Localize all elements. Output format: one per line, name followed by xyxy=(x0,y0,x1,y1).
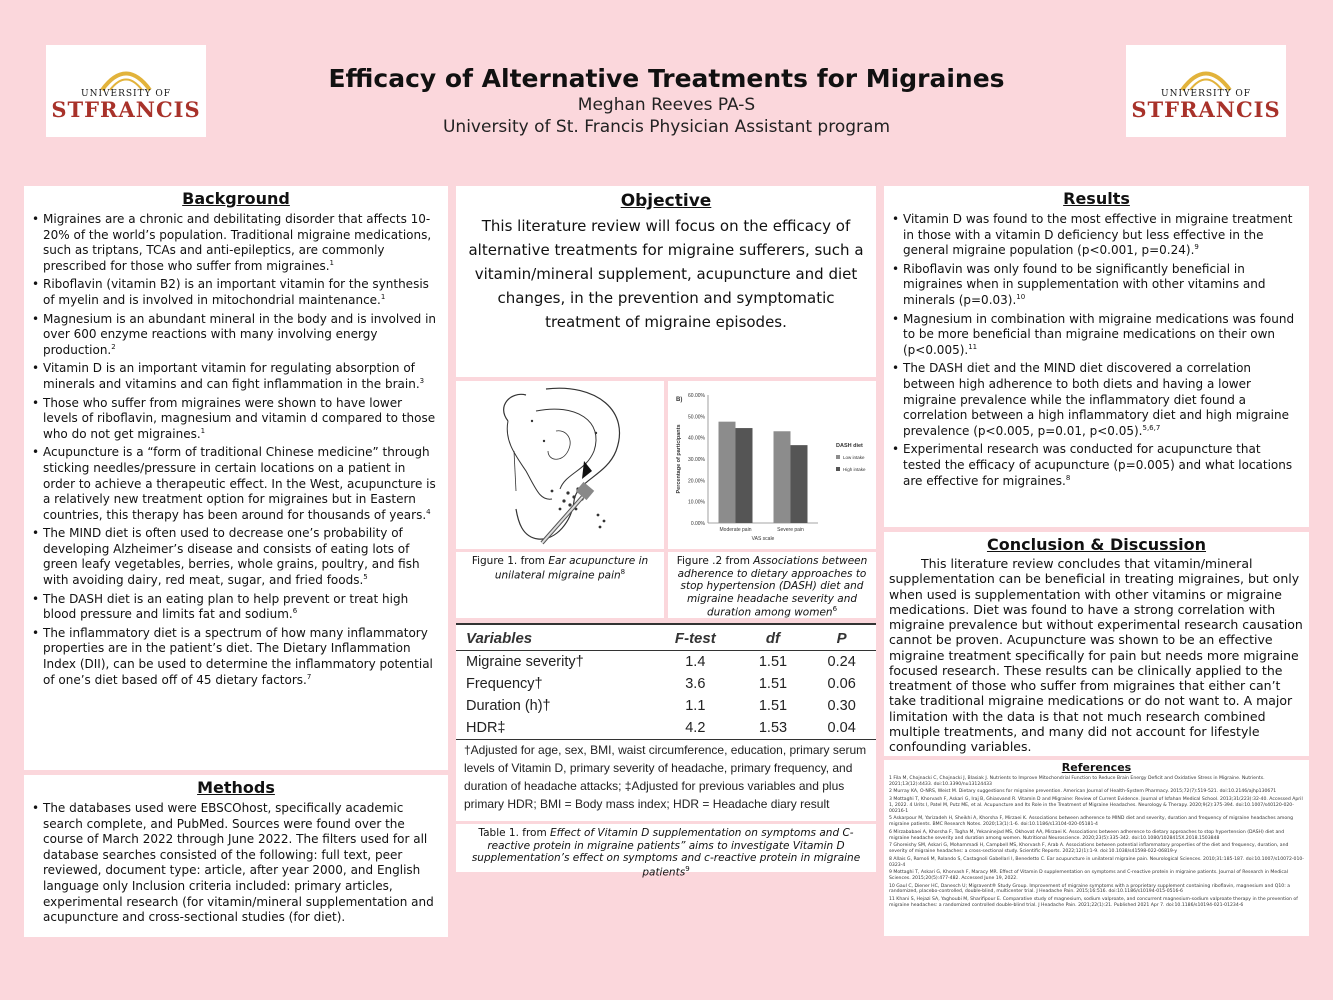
reference-item: 10 Gaul C, Diener HC, Danesch U; Migravent® Study Group. Improvement of migraine symptoms with a proprietary supplement containing riboflavin, magnesium and Q10: a randomized, placebo-controlled, double-blind, multicenter trial. J Headache Pain. 2015;16:516. doi:10.1186/s10194-015-0516-6 xyxy=(889,883,1291,895)
list-item-text: Vitamin D is an important vitamin for regulating absorption of minerals and vitamins and can fight inflammation in the brain. xyxy=(43,361,420,391)
list-item xyxy=(32,592,440,623)
caption-ref: 8 xyxy=(620,567,626,576)
table-cell: 1.51 xyxy=(758,676,788,692)
caption-title: Associations between adherence to dietary approaches to stop hypertension (DASH) diet and migraine headache severity and duration among women xyxy=(677,555,868,619)
list-item-text: The DASH diet is an eating plan to help prevent or treat high blood pressure and limits fat and sodium. xyxy=(43,591,409,622)
list-item-text: Those who suffer from migraines were shown to have lower levels of riboflavin, magnesium and vitamin d compared to those who do not get migraines. xyxy=(43,395,436,441)
list-item-text: Magnesium in combination with migraine medications was found to be more beneficial than migraine medications on their own (p<0.005). xyxy=(903,311,1295,357)
reference-item: 9 Mottaghi T, Askari G, Khorvash F, Maracy MR. Effect of Vitamin D supplementation on symptoms and C-reactive protein in migraine patients. Journal of Research in Medical Sciences. 2015;20(5):477-482. Accessed June 19, 2022. xyxy=(889,870,1289,882)
table-row xyxy=(456,717,876,740)
table-1-caption xyxy=(456,824,876,879)
chart-bar xyxy=(719,422,736,523)
figure-2-caption xyxy=(668,552,876,618)
table-header-cell: Variables xyxy=(456,624,652,651)
conclusion-panel xyxy=(884,532,1309,756)
caption-title: Ear acupuncture in unilateral migraine pain xyxy=(494,555,649,582)
table-cell: Migraine severity† xyxy=(466,654,584,670)
reference-item: 2 Murray KA, O-NRS, Weist M. Dietary suggestions for migraine prevention. American Journal of Health-System Pharmacy. 2015;72(7):519-521. doi:10.2146/ajhp130671 xyxy=(889,789,1277,795)
logo-st-francis: STFRANCIS xyxy=(51,96,201,122)
table-row xyxy=(456,695,876,717)
vitamin-d-table xyxy=(456,623,876,740)
citation-ref: 5,6,7 xyxy=(1142,423,1161,432)
caption-prefix: Figure .2 from xyxy=(676,555,754,567)
list-item xyxy=(32,361,440,392)
methods-list xyxy=(24,797,448,926)
chart-bar xyxy=(791,445,808,523)
poster-program: University of St. Francis Physician Assistant program xyxy=(442,117,890,138)
list-item-text: Experimental research was conducted for acupuncture that tested the efficacy of acupuncture (p=0.005) and what locations are effective for migraines. xyxy=(903,442,1293,488)
background-list xyxy=(24,208,448,688)
methods-title: Methods xyxy=(197,778,275,797)
results-list xyxy=(884,208,1309,489)
y-tick-label: 40.00% xyxy=(688,435,705,442)
citation-ref: 11 xyxy=(968,342,978,351)
list-item xyxy=(32,312,440,359)
conclusion-title: Conclusion & Discussion xyxy=(986,535,1207,554)
ear-acupuncture-illustration xyxy=(456,381,664,549)
reference-item: 1 Fila M, Chojnacki C, Chojnacki J, Blasiak J. Nutrients to Improve Mitochondrial Function to Reduce Brain Energy Deficit and Oxidative Stress in Migraine. Nutrients. 2021;13(12):4433. doi:10.3390/nu13124433 xyxy=(889,776,1265,787)
table-cell: 0.30 xyxy=(827,698,856,714)
table-1-panel xyxy=(456,623,876,821)
poster-title: Efficacy of Alternative Treatments for Migraines xyxy=(328,64,1005,93)
y-tick-label: 50.00% xyxy=(688,414,705,421)
dash-diet-chart xyxy=(668,381,876,549)
table-header-cell: F-test xyxy=(652,624,739,651)
caption-title: Effect of Vitamin D supplementation on symptoms and C-reactive protein in migraine patients” aims to investigate Vitamin D supplementation’s effect on symptoms and c-reactive protein in migraine patients xyxy=(471,827,861,879)
list-item-text: Riboflavin (vitamin B2) is an important vitamin for the synthesis of myelin and is involved in mitochondrial maintenance. xyxy=(43,277,429,307)
objective-panel xyxy=(456,186,876,377)
citation-ref: 4 xyxy=(426,507,431,516)
reference-item: 11 Khani S, Hejazi SA, Yaghoubi M, Sharifipour E. Comparative study of magnesium, sodium valproate, and concurrent magnesium-sodium valproate therapy in the prevention of migraine headaches: a randomized controlled double-blind trial. J Headache Pain. 2021;22(1):21. Published 2021 Apr 7. doi:10.1186/s10194-021-01234-6 xyxy=(889,897,1298,908)
background-panel xyxy=(24,186,448,770)
caption-prefix: Figure 1. from xyxy=(471,555,549,567)
y-axis-label: Percentage of participants xyxy=(676,424,682,494)
citation-ref: 1 xyxy=(380,292,386,301)
table-cell: 1.4 xyxy=(685,654,706,670)
list-item xyxy=(32,445,440,523)
list-item xyxy=(892,262,1301,309)
university-logo-left xyxy=(46,45,206,137)
reference-item: 6 Mirzababaei A, Khorsha F, Togha M, Yekaninejad MS, Okhovat AA, Mirzaei K. Associations between adherence to dietary approaches to stop hypertension (DASH) diet and migraine headache severity and duration among women. Nutritional Neuroscience. 2020;23(5):335-342. doi:10.1080/1028415X.2018.1503848 xyxy=(889,829,1285,841)
x-tick-label: Moderate pain xyxy=(719,527,752,533)
list-item xyxy=(892,442,1301,489)
citation-ref: 7 xyxy=(306,672,312,681)
objective-title: Objective xyxy=(620,191,712,211)
table-cell: 3.6 xyxy=(685,676,706,692)
list-item xyxy=(32,626,440,688)
results-title: Results xyxy=(1063,189,1130,208)
logo-university-of: UNIVERSITY OF xyxy=(80,88,171,99)
citation-ref: 6 xyxy=(292,607,298,616)
list-item-text: Riboflavin was only found to be significantly beneficial in migraines when in supplementation with other vitamins and minerals (p=0.03). xyxy=(903,261,1266,307)
university-logo-right xyxy=(1126,45,1286,137)
list-item xyxy=(32,526,440,588)
list-item-text: The DASH diet and the MIND diet discovered a correlation between high adherence to both diets and having a lower migraine prevalence while the inflammatory diet found a correlation between a high inflammatory diet and high migraine prevalence (p<0.005, p=0.01, p<0.05). xyxy=(903,361,1290,438)
chart-bar xyxy=(736,428,753,523)
caption-ref: 9 xyxy=(685,864,690,873)
table-cell: Duration (h)† xyxy=(466,698,551,714)
list-item xyxy=(32,277,440,308)
table-cell: HDR‡ xyxy=(456,717,652,740)
list-item-text: Acupuncture is a “form of traditional Chinese medicine” through sticking needles/pressure in certain locations on a patient in order to achieve a therapeutic effect. In the West, acupuncture is a relatively new treatment option for migraines but in Eastern countries, this therapy has been around for thousands of years. xyxy=(43,445,436,522)
list-item xyxy=(32,396,440,443)
reference-item: 8 Allais G, Romoli M, Rolando S, Castagnoli Gabellari I, Benedetto C. Ear acupuncture in unilateral migraine pain. Neurological Sciences. 2010;31:185-187. doi:10.1007/s10072-010-0323-4 xyxy=(889,856,1304,868)
methods-panel xyxy=(24,775,448,937)
list-item xyxy=(892,212,1301,259)
table-footnote: †Adjusted for age, sex, BMI, waist circumference, education, primary serum levels of Vitamin D, primary severity of headache, primary frequency, and duration of headache attacks; ‡Adjusted for previous variables and plus primary HDR; BMI = Body mass index; HDR = Headache diary result xyxy=(464,743,867,811)
reference-item: 5 Askarpour M, Yarizadeh H, Sheikhi A, Khorsha F, Mirzaei K. Associations between adherence to MIND diet and severity, duration and frequency of migraine headaches among migraine patients. BMC Research Notes. 2020;13(1):1-6. doi:10.1186/s13104-020-05181-4 xyxy=(889,816,1294,828)
citation-ref: 1 xyxy=(329,258,334,267)
poster-author: Meghan Reeves PA-S xyxy=(577,95,756,115)
y-tick-label: 30.00% xyxy=(688,457,705,463)
citation-ref: 3 xyxy=(419,376,425,385)
table-header-row xyxy=(456,624,876,651)
list-item xyxy=(892,361,1301,439)
table-cell: 4.2 xyxy=(652,717,739,740)
legend-swatch xyxy=(836,467,840,471)
citation-ref: 8 xyxy=(1065,473,1071,482)
logo-university-of: UNIVERSITY OF xyxy=(1160,88,1251,99)
list-item xyxy=(892,312,1301,359)
citation-ref: 9 xyxy=(1194,243,1199,252)
citation-ref: 1 xyxy=(200,426,206,435)
results-panel xyxy=(884,186,1309,527)
figure-1-caption xyxy=(456,552,664,618)
list-item xyxy=(32,212,440,274)
table-cell: 1.51 xyxy=(758,698,788,714)
arch-icon xyxy=(1176,63,1236,91)
table-cell: 0.24 xyxy=(827,654,856,670)
table-header-cell: P xyxy=(807,624,876,651)
table-cell: 1.51 xyxy=(758,654,788,670)
legend-swatch xyxy=(836,455,840,459)
list-item-text: The inflammatory diet is a spectrum of how many inflammatory properties are in the patient’s diet. The Dietary Inflammation Index (DII), can be used to determine the inflammatory potential of one’s diet based off of 45 dietary factors. xyxy=(43,625,433,687)
chart-panel-label: B) xyxy=(676,397,683,403)
list-item-text: The MIND diet is often used to decrease one’s probability of developing Alzheimer’s disease and consists of eating lots of green leafy vegetables, berries, whole grains, poultry, and fish with avoiding dairy, red meat, sugar, and fried foods. xyxy=(43,526,420,588)
y-tick-label: 0.00% xyxy=(690,521,705,527)
citation-ref: 2 xyxy=(111,342,116,351)
table-cell: 0.06 xyxy=(827,676,856,692)
figure-1-ear-diagram xyxy=(456,381,664,549)
references-panel xyxy=(884,760,1309,936)
table-row xyxy=(456,651,876,674)
table-cell: 0.04 xyxy=(807,717,876,740)
citation-ref: 5 xyxy=(363,573,368,582)
arch-icon xyxy=(96,63,156,91)
table-cell: Frequency† xyxy=(466,676,543,692)
caption-prefix: Table 1. from xyxy=(478,827,551,839)
table-header-cell: df xyxy=(739,624,808,651)
list-item-text: Vitamin D was found to the most effective in migraine treatment in those with a vitamin D deficiency but less effective in the general migraine population (p<0.001, p=0.24). xyxy=(903,212,1293,258)
list-item-text: Magnesium is an abundant mineral in the body and is involved in over 600 enzyme reactions with many involving energy production. xyxy=(43,311,437,357)
table-cell: 1.53 xyxy=(739,717,808,740)
legend-label: High intake xyxy=(843,467,866,472)
list-item: • The databases used were EBSCOhost, specifically academic search complete, and PubMed. Sources were found over the course of March 2022 through June 2022. The filters used for all database searches consisted of the following: full text, peer reviewed, document type: article, after year 2000, and English language only Inclusion criteria included: primary articles, experimental research (for vitamin/mineral supplementation and acupuncture and cross-sectional studies (for diet). xyxy=(32,801,440,926)
x-axis-label: VAS scale xyxy=(751,536,775,542)
legend-label: Low intake xyxy=(843,455,865,460)
caption-ref: 6 xyxy=(832,605,838,614)
poster-header xyxy=(250,64,1083,138)
figure-2-bar-chart xyxy=(668,381,876,549)
reference-item: 3 Mottaghi T, Khorvash F, Askari G, Iraj B, Ghiasvand R. Vitamin D and Migraine: Review of Current Evidence. Journal of Isfahan Medical School. 2013;31(223):32-40. Accessed April 1, 2022. 4 Urits I, Patel M, Putz ME, et al. Acupuncture and Its Role in the Treatment of Migraine Headaches. Neurology & Therapy. 2020;9(2):375-394. doi:10.1007/s40120-020-00216-1 xyxy=(889,797,1303,814)
list-item-text: Migraines are a chronic and debilitating disorder that affects 10-20% of the world’s population. Traditional migraine medications, such as triptans, TCAs and anti-epileptics, are commonly prescribed for those who suffer from migraines. xyxy=(43,212,432,273)
chart-bar xyxy=(774,431,791,523)
background-title: Background xyxy=(182,189,290,208)
reference-item: 7 Ghoreishy SM, Askari G, Mohammadi H, Campbell MS, Khorvash F, Arab A. Associations between potential inflammatory properties of the diet and frequency, duration, and severity of migraine headaches: a cross-sectional study. Scientific Reports. 2022;12(1):1-9. doi:10.1038/s41598-022-06819-y xyxy=(889,843,1289,855)
x-tick-label: Severe pain xyxy=(777,527,804,533)
citation-ref: 10 xyxy=(1016,292,1026,301)
legend-title: DASH diet xyxy=(836,443,863,449)
logo-st-francis: STFRANCIS xyxy=(1131,96,1281,122)
objective-text: This literature review will focus on the efficacy of alternative treatments for migraine sufferers, such a vitamin/mineral supplement, acupuncture and diet changes, in the prevention and symptomatic treatment of migraine episodes. xyxy=(468,217,864,331)
table-row xyxy=(456,673,876,695)
y-tick-label: 60.00% xyxy=(688,393,705,399)
y-tick-label: 20.00% xyxy=(688,478,705,485)
references-title: References xyxy=(1061,761,1132,774)
conclusion-text: This literature review concludes that vitamin/mineral supplementation can be beneficial in treating migraines, but only when used is supplementation with other vitamins or migraine medications. Diet was found to have a strong correlation with migraine prevalence but without experimental research causation cannot be proven. Acupuncture was shown to be an effective migraine treatment specifically for pain but needs more migraine focused research. These results can be clinically applied to the treatment of those who suffer from migraines that either can’t take traditional migraine medications or do not want to. A major limitation with the data is that not much research combined multiple treatments, and many did not account for lifestyle confounding variables. xyxy=(889,556,1303,754)
references-list xyxy=(884,774,1309,913)
y-tick-label: 10.00% xyxy=(688,499,705,506)
table-cell: 1.1 xyxy=(685,698,706,714)
